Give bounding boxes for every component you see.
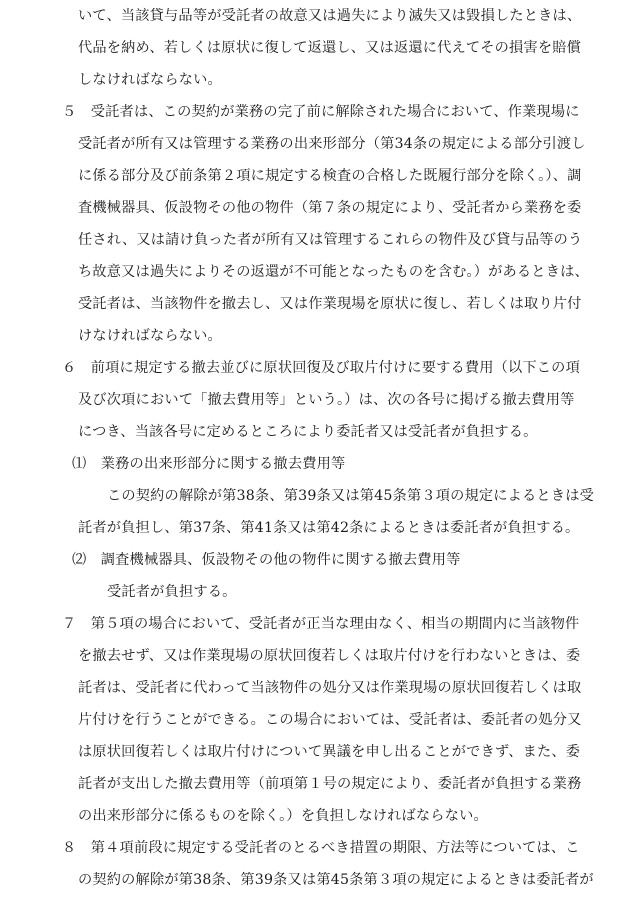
text-line: の出来形部分に係るものを除く。）を負担しなければならない。 xyxy=(78,808,488,824)
text-line: 片付けを行うことができる。この場合においては、受託者は、委託者の処分又 xyxy=(78,712,582,728)
item-2-text: 受託者が負担する。 xyxy=(107,584,237,600)
item-1-heading: ⑴ 業務の出来形部分に関する撤去費用等 xyxy=(72,456,346,472)
text-line: 託者が支出した撤去費用等（前項第１号の規定により、委託者が負担する業務 xyxy=(78,776,582,792)
text-line: は原状回復若しくは取片付けについて異議を申し出ることができず、また、委 xyxy=(78,744,581,760)
text-line: 査機械器具、仮設物その他の物件（第７条の規定により、受託者から業務を委 xyxy=(78,200,582,216)
text-line: 託者は、受託者に代わって当該物件の処分又は作業現場の原状回復若しくは取 xyxy=(78,680,582,696)
paragraph-7-start: ７ 第５項の場合において、受託者が正当な理由なく、相当の期間内に当該物件 xyxy=(62,616,580,632)
item-1-text: この契約の解除が第38条、第39条又は第45条第３項の規定によるときは受 xyxy=(107,488,594,504)
text-line: 託者が負担し、第37条、第41条又は第42条によるときは委託者が負担する。 xyxy=(78,520,580,536)
text-line: を撤去せず、又は作業現場の原状回復若しくは取片付けを行わないときは、委 xyxy=(78,648,581,664)
text-line: 受託者が所有又は管理する業務の出来形部分（第34条の規定による部分引渡し xyxy=(78,136,586,152)
paragraph-6-start: ６ 前項に規定する撤去並びに原状回復及び取片付けに要する費用（以下この項 xyxy=(62,360,580,376)
text-line: の契約の解除が第38条、第39条又は第45条第３項の規定によるときは委託者が xyxy=(78,872,594,888)
text-line: につき、当該各号に定めるところにより委託者又は受託者が負担する。 xyxy=(78,424,538,440)
text-line: に係る部分及び前条第２項に規定する検査の合格した既履行部分を除く。）、調 xyxy=(78,168,582,184)
text-line: けなければならない。 xyxy=(78,328,222,344)
text-line: しなければならない。 xyxy=(78,72,222,88)
text-line: 受託者は、当該物件を撤去し、又は作業現場を原状に復し、若しくは取り片付 xyxy=(78,296,582,312)
text-line: ち故意又は過失によりその返還が不可能となったものを含む。）があるときは、 xyxy=(78,264,589,280)
text-line: いて、当該貸与品等が受託者の故意又は過失により滅失又は毀損したときは、 xyxy=(78,8,582,24)
paragraph-8-start: ８ 第４項前段に規定する受託者のとるべき措置の期限、方法等については、こ xyxy=(62,840,580,856)
text-line: 任され、又は請け負った者が所有又は管理するこれらの物件及び貸与品等のう xyxy=(78,232,583,248)
paragraph-5-start: ５ 受託者は、この契約が業務の完了前に解除された場合において、作業現場に xyxy=(62,104,580,120)
text-line: 及び次項において「撤去費用等」という。）は、次の各号に掲げる撤去費用等 xyxy=(78,392,575,408)
item-2-heading: ⑵ 調査機械器具、仮設物その他の物件に関する撤去費用等 xyxy=(72,552,461,568)
text-line: 代品を納め、若しくは原状に復して返還し、又は返還に代えてその損害を賠償 xyxy=(78,40,581,56)
